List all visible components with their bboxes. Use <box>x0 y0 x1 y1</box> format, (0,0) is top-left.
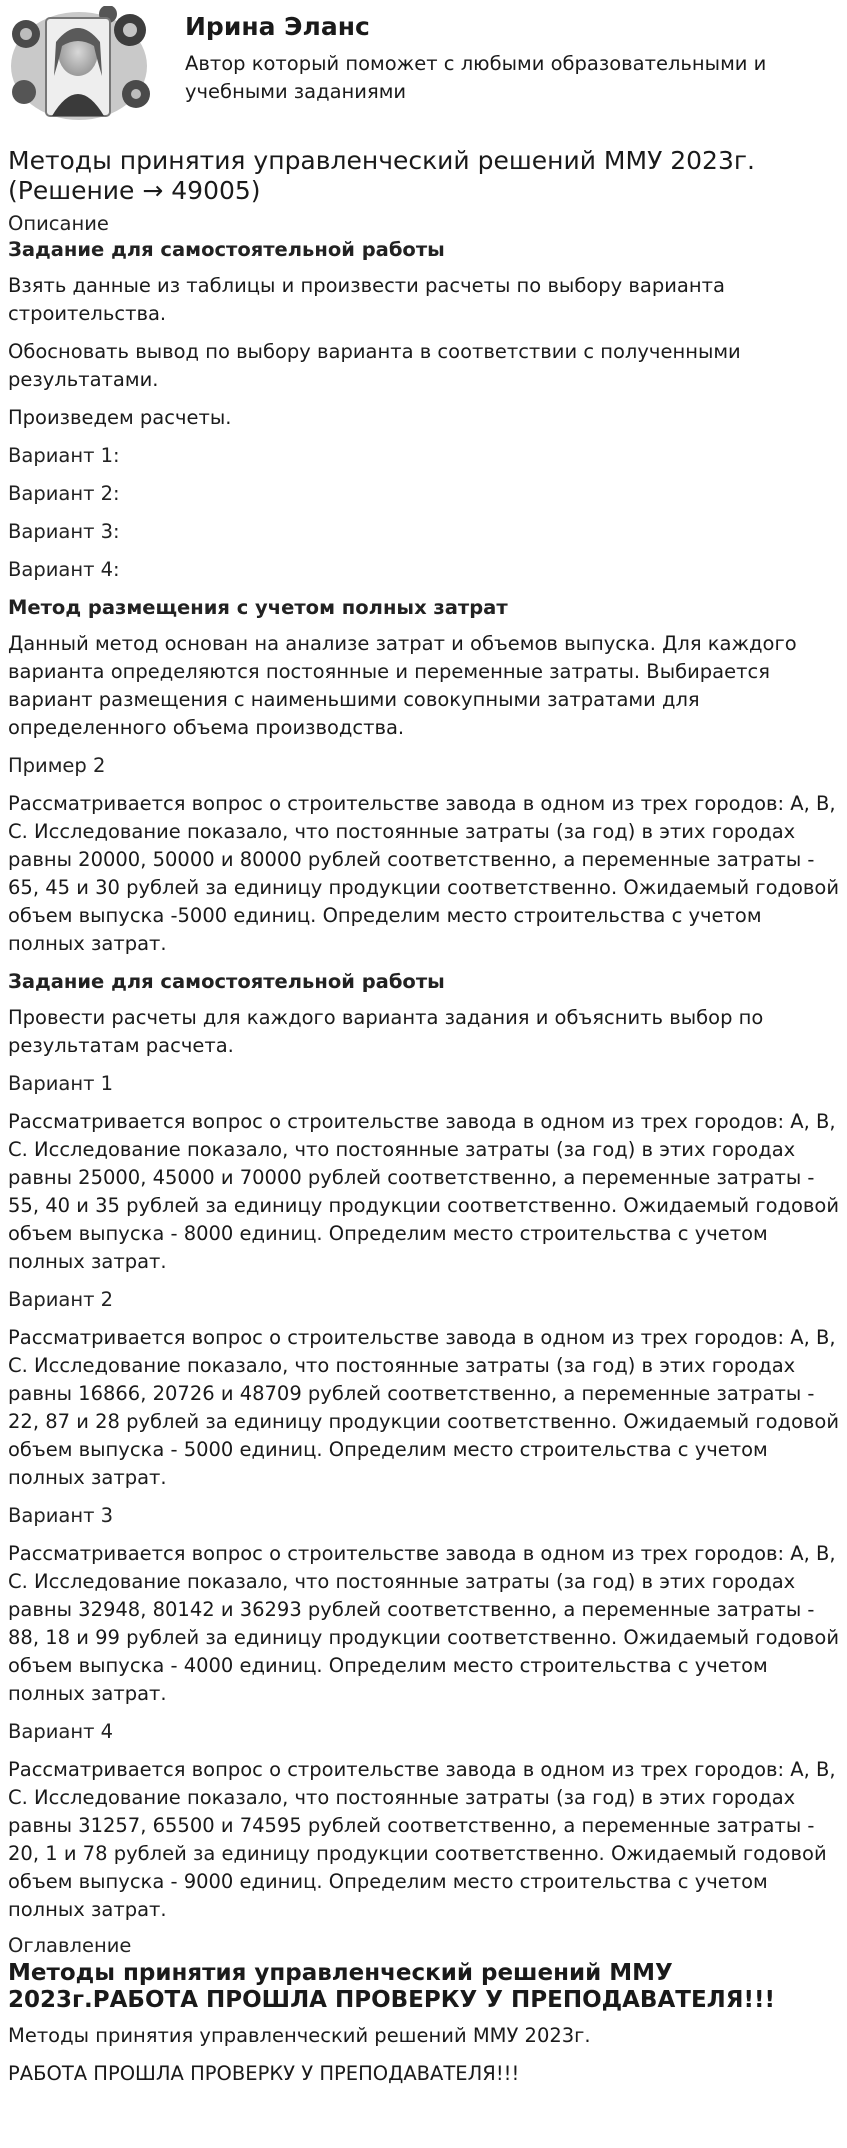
author-block <box>0 0 847 130</box>
variant-line: Вариант 4: <box>8 558 120 581</box>
document-content <box>8 146 840 2098</box>
variant-line: Вариант 1: <box>8 444 120 467</box>
page-title: Методы принятия управленческий решений ММУ 2023г. (Решение → 49005) <box>8 146 755 205</box>
paragraph: Взять данные из таблицы и произвести расчеты по выбору варианта строительства. <box>8 274 725 325</box>
paragraph: Провести расчеты для каждого варианта задания и объяснить выбор по результатам расчета. <box>8 1006 764 1057</box>
toc-line: РАБОТА ПРОШЛА ПРОВЕРКУ У ПРЕПОДАВАТЕЛЯ!!! <box>8 2062 520 2085</box>
variant-line: Вариант 3: <box>8 520 120 543</box>
variant-line: Вариант 2: <box>8 482 120 505</box>
paragraph: Рассматривается вопрос о строительстве завода в одном из трех городов: А, В, С. Исследование показало, что постоянные затраты (за год) в этих городах равны 32948, 80142 и 36293 рублей соответственно, а переменные затраты - 88, 18 и 99 рублей за единицу продукции соответственно. Ожидаемый годовой объем выпуска - 4000 единиц. Определим место строительства с учетом полных затрат. <box>8 1542 840 1705</box>
paragraph: Рассматривается вопрос о строительстве завода в одном из трех городов: А, В, С. Исследование показало, что постоянные затраты (за год) в этих городах равны 16866, 20726 и 48709 рублей соответственно, а переменные затраты - 22, 87 и 28 рублей за единицу продукции соответственно. Ожидаемый годовой объем выпуска - 5000 единиц. Определим место строительства с учетом полных затрат. <box>8 1326 840 1489</box>
variant-label: Вариант 1 <box>8 1072 114 1095</box>
paragraph: Данный метод основан на анализе затрат и объемов выпуска. Для каждого варианта определяются постоянные и переменные затраты. Выбирается вариант размещения с наименьшими совокупными затратами для определенного объема производства. <box>8 632 797 739</box>
author-avatar <box>8 6 150 126</box>
toc-label: Оглавление <box>8 1934 132 1957</box>
method-heading: Метод размещения с учетом полных затрат <box>8 596 508 619</box>
author-name[interactable]: Ирина Эланс <box>185 12 370 41</box>
paragraph: Рассматривается вопрос о строительстве завода в одном из трех городов: А, В, С. Исследование показало, что постоянные затраты (за год) в этих городах равны 25000, 45000 и 70000 рублей соответственно, а переменные затраты - 55, 40 и 35 рублей за единицу продукции соответственно. Ожидаемый годовой объем выпуска - 8000 единиц. Определим место строительства с учетом полных затрат. <box>8 1110 840 1273</box>
paragraph: Рассматривается вопрос о строительстве завода в одном из трех городов: А, В, С. Исследование показало, что постоянные затраты (за год) в этих городах равны 31257, 65500 и 74595 рублей соответственно, а переменные затраты - 20, 1 и 78 рублей за единицу продукции соответственно. Ожидаемый годовой объем выпуска - 9000 единиц. Определим место строительства с учетом полных затрат. <box>8 1758 836 1921</box>
toc-title: Методы принятия управленческий решений ММУ 2023г.РАБОТА ПРОШЛА ПРОВЕРКУ У ПРЕПОДАВАТЕЛЯ!!! <box>8 1960 775 2013</box>
toc-line: Методы принятия управленческий решений ММУ 2023г. <box>8 2024 591 2047</box>
paragraph: Обосновать вывод по выбору варианта в соответствии с полученными результатами. <box>8 340 741 391</box>
paragraph: Произведем расчеты. <box>8 406 232 429</box>
task-heading: Задание для самостоятельной работы <box>8 970 445 993</box>
variant-label: Вариант 3 <box>8 1504 114 1527</box>
example-label: Пример 2 <box>8 754 106 777</box>
task-heading: Задание для самостоятельной работы <box>8 238 445 261</box>
paragraph: Рассматривается вопрос о строительстве завода в одном из трех городов: А, В, С. Исследование показало, что постоянные затраты (за год) в этих городах равны 20000, 50000 и 80000 рублей соответственно, а переменные затраты - 65, 45 и 30 рублей за единицу продукции соответственно. Ожидаемый годовой объем выпуска -5000 единиц. Определим место строительства с учетом полных затрат. <box>8 792 840 955</box>
variant-label: Вариант 4 <box>8 1720 114 1743</box>
variant-label: Вариант 2 <box>8 1288 114 1311</box>
author-description: Автор который поможет с любыми образовательными и учебными заданиями <box>185 52 767 103</box>
description-label: Описание <box>8 212 109 235</box>
